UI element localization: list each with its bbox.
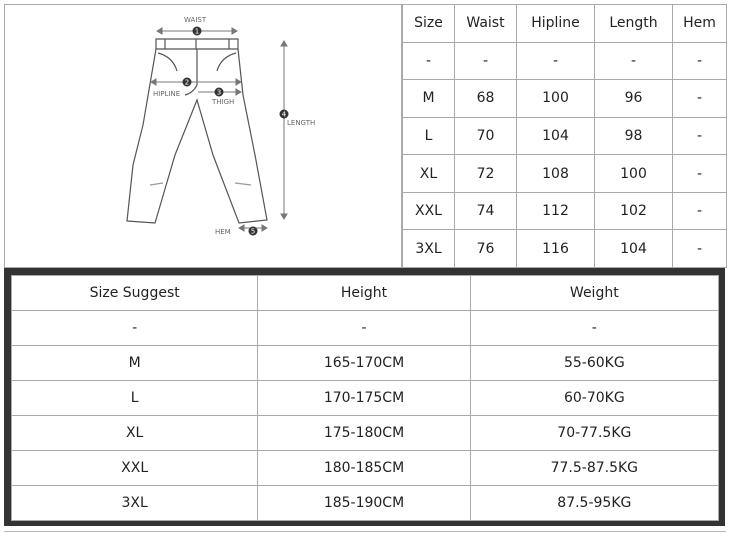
table-cell: 72 <box>455 155 517 193</box>
table-cell: XL <box>12 416 258 451</box>
table-row <box>403 155 727 193</box>
table-cell: 185-190CM <box>258 486 470 521</box>
table-cell: - <box>470 311 718 346</box>
suggest-header-row <box>12 276 719 311</box>
size-chart-top <box>4 4 726 268</box>
table-cell: 100 <box>517 80 595 118</box>
table-row <box>403 80 727 118</box>
table-cell: 60-70KG <box>470 381 718 416</box>
hipline-label: HIPLINE <box>153 90 181 98</box>
marker-4: 4 <box>281 110 287 119</box>
header-height: Height <box>258 276 470 311</box>
measurement-header-row <box>403 5 727 43</box>
table-row <box>12 381 719 416</box>
table-row <box>12 311 719 346</box>
table-cell: 70-77.5KG <box>470 416 718 451</box>
table-cell: 3XL <box>12 486 258 521</box>
table-cell: - <box>673 230 727 268</box>
table-cell: L <box>403 117 455 155</box>
header-hem: Hem <box>673 5 727 43</box>
table-cell: 68 <box>455 80 517 118</box>
pants-measurement-diagram <box>4 4 402 268</box>
header-length: Length <box>595 5 673 43</box>
table-cell: XXL <box>403 192 455 230</box>
table-cell: 175-180CM <box>258 416 470 451</box>
table-cell: 180-185CM <box>258 451 470 486</box>
table-cell: - <box>673 42 727 80</box>
table-row <box>12 416 719 451</box>
table-cell: 100 <box>595 155 673 193</box>
header-waist: Waist <box>455 5 517 43</box>
table-cell: 55-60KG <box>470 346 718 381</box>
header-size-suggest: Size Suggest <box>12 276 258 311</box>
table-cell: 98 <box>595 117 673 155</box>
table-cell: 116 <box>517 230 595 268</box>
table-row <box>403 192 727 230</box>
table-cell: - <box>403 42 455 80</box>
table-cell: - <box>455 42 517 80</box>
table-cell: - <box>12 311 258 346</box>
table-cell: 108 <box>517 155 595 193</box>
marker-2: 2 <box>184 78 190 87</box>
thigh-label: THIGH <box>212 98 235 106</box>
marker-3: 3 <box>216 88 222 97</box>
table-cell: 70 <box>455 117 517 155</box>
header-weight: Weight <box>470 276 718 311</box>
table-cell: 96 <box>595 80 673 118</box>
table-cell: - <box>673 192 727 230</box>
table-cell: 76 <box>455 230 517 268</box>
marker-5: 5 <box>250 227 256 236</box>
table-cell: L <box>12 381 258 416</box>
table-cell: XL <box>403 155 455 193</box>
table-cell: M <box>12 346 258 381</box>
table-cell: - <box>673 80 727 118</box>
table-cell: 104 <box>595 230 673 268</box>
length-label: LENGTH <box>287 119 316 127</box>
table-cell: - <box>258 311 470 346</box>
header-size: Size <box>403 5 455 43</box>
table-cell: 74 <box>455 192 517 230</box>
table-cell: 112 <box>517 192 595 230</box>
table-row <box>403 117 727 155</box>
hem-label: HEM <box>215 228 231 236</box>
table-cell: M <box>403 80 455 118</box>
table-row <box>12 486 719 521</box>
table-cell: 165-170CM <box>258 346 470 381</box>
table-cell: 104 <box>517 117 595 155</box>
table-cell: - <box>517 42 595 80</box>
table-cell: 77.5-87.5KG <box>470 451 718 486</box>
table-row <box>403 42 727 80</box>
table-cell: 3XL <box>403 230 455 268</box>
table-cell: 102 <box>595 192 673 230</box>
marker-1: 1 <box>194 27 200 36</box>
table-cell: 87.5-95KG <box>470 486 718 521</box>
table-cell: 170-175CM <box>258 381 470 416</box>
header-hipline: Hipline <box>517 5 595 43</box>
table-cell: XXL <box>12 451 258 486</box>
table-row <box>12 451 719 486</box>
waistband-shape <box>156 39 238 49</box>
measurement-table <box>402 4 727 268</box>
size-suggest-table <box>11 275 719 521</box>
bottom-divider <box>4 531 726 532</box>
waist-label: WAIST <box>184 16 207 24</box>
table-row <box>12 346 719 381</box>
table-cell: - <box>595 42 673 80</box>
pants-diagram-svg <box>5 5 403 269</box>
table-cell: - <box>673 117 727 155</box>
size-suggest-frame <box>4 268 725 526</box>
table-row <box>403 230 727 268</box>
table-cell: - <box>673 155 727 193</box>
